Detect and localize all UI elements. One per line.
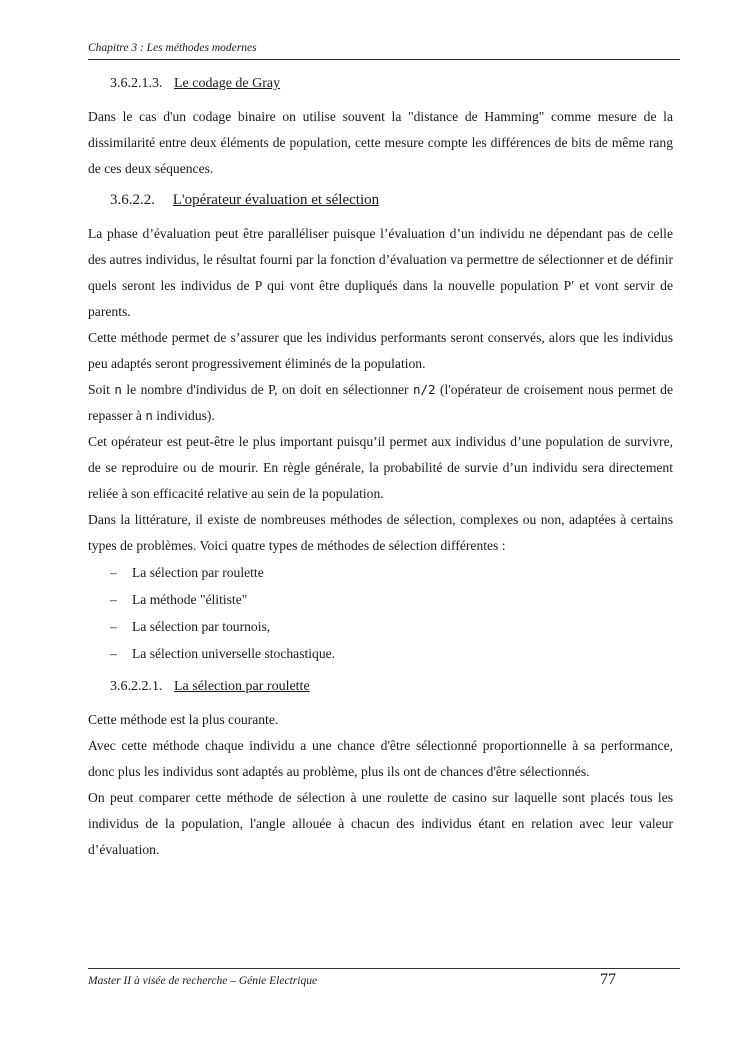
paragraph-most-common: Cette méthode est la plus courante.: [88, 712, 279, 727]
footer-text: Master II à visée de recherche – Génie Electrique: [88, 975, 318, 987]
section-number: 3.6.2.1.3.: [110, 76, 163, 91]
text-fragment: (l'opérateur de croisement nous permet de repasser à: [88, 382, 674, 423]
text-fragment: Soit: [88, 382, 115, 397]
section-heading-gray: [110, 76, 673, 92]
section-number: 3.6.2.2.: [110, 192, 155, 208]
dash-icon: –: [110, 619, 117, 634]
paragraph-selection-count: [88, 377, 673, 429]
dash-icon: –: [110, 592, 117, 607]
selection-methods-list: [88, 559, 673, 667]
page-number: 77: [600, 971, 616, 988]
section-number: 3.6.2.2.1.: [110, 679, 163, 694]
dash-icon: –: [110, 646, 117, 661]
math-n-half: n/2: [413, 382, 436, 397]
list-item: [88, 640, 673, 667]
list-item-text: La sélection par roulette: [132, 565, 264, 580]
text-fragment: le nombre d'individus de P, on doit en sélectionner: [121, 382, 413, 397]
page-footer: [88, 968, 680, 993]
page-content: [88, 70, 673, 863]
list-item: [88, 586, 673, 613]
paragraph-performance: Cette méthode permet de s’assurer que les individus performants seront conservés, alors que les individus peu adaptés seront progressivement éliminés de la population.: [88, 330, 673, 371]
section-title: La sélection par roulette: [174, 679, 310, 694]
section-heading-evaluation: [110, 192, 673, 209]
paragraph-literature: Dans la littérature, il existe de nombreuses méthodes de sélection, complexes ou non, adaptées à certains types de problèmes. Voici quatre types de méthodes de sélection différentes :: [88, 512, 673, 553]
paragraph-hamming: Dans le cas d'un codage binaire on utilise souvent la "distance de Hamming" comme mesure de la dissimilarité entre deux éléments de population, cette mesure compte les différences de bits de même rang de ces deux séquences.: [88, 109, 673, 176]
paragraph-proportional: Avec cette méthode chaque individu a une chance d'être sélectionné proportionnelle à sa performance, donc plus les individus sont adaptés au problème, plus ils ont de chances d'être sélectionnés.: [88, 738, 673, 779]
section-title: L'opérateur évaluation et sélection: [172, 192, 380, 208]
dash-icon: –: [110, 565, 117, 580]
math-n: n: [114, 382, 122, 397]
text-fragment: individus).: [152, 408, 215, 423]
list-item-text: La sélection universelle stochastique.: [132, 646, 336, 661]
list-item: [88, 613, 673, 640]
math-n: n: [145, 408, 153, 423]
section-title: Le codage de Gray: [174, 76, 281, 91]
list-item: [88, 559, 673, 586]
list-item-text: La sélection par tournois,: [132, 619, 271, 634]
paragraph-evaluation: La phase d’évaluation peut être paralléliser puisque l’évaluation d’un individu ne dépendant pas de celle des autres individus, le résultat fourni par la fonction d’évaluation va permettre de sélectionner et de définir quels seront les individus de P qui vont être dupliqués dans la nouvelle population P′ et vont servir de parents.: [88, 226, 673, 319]
section-heading-roulette: [110, 679, 673, 695]
page-header: [88, 42, 680, 60]
list-item-text: La méthode "élitiste": [132, 592, 248, 607]
chapter-title: Chapitre 3 : Les méthodes modernes: [88, 42, 257, 54]
paragraph-casino: On peut comparer cette méthode de sélection à une roulette de casino sur laquelle sont placés tous les individus de la population, l'angle allouée à chacun des individus étant en relation avec leur valeur d’évaluation.: [88, 790, 673, 857]
paragraph-operator: Cet opérateur est peut-être le plus important puisqu’il permet aux individus d’une population de survivre, de se reproduire ou de mourir. En règle générale, la probabilité de survie d’un individu sera directement reliée à son efficacité relative au sein de la population.: [88, 434, 673, 501]
